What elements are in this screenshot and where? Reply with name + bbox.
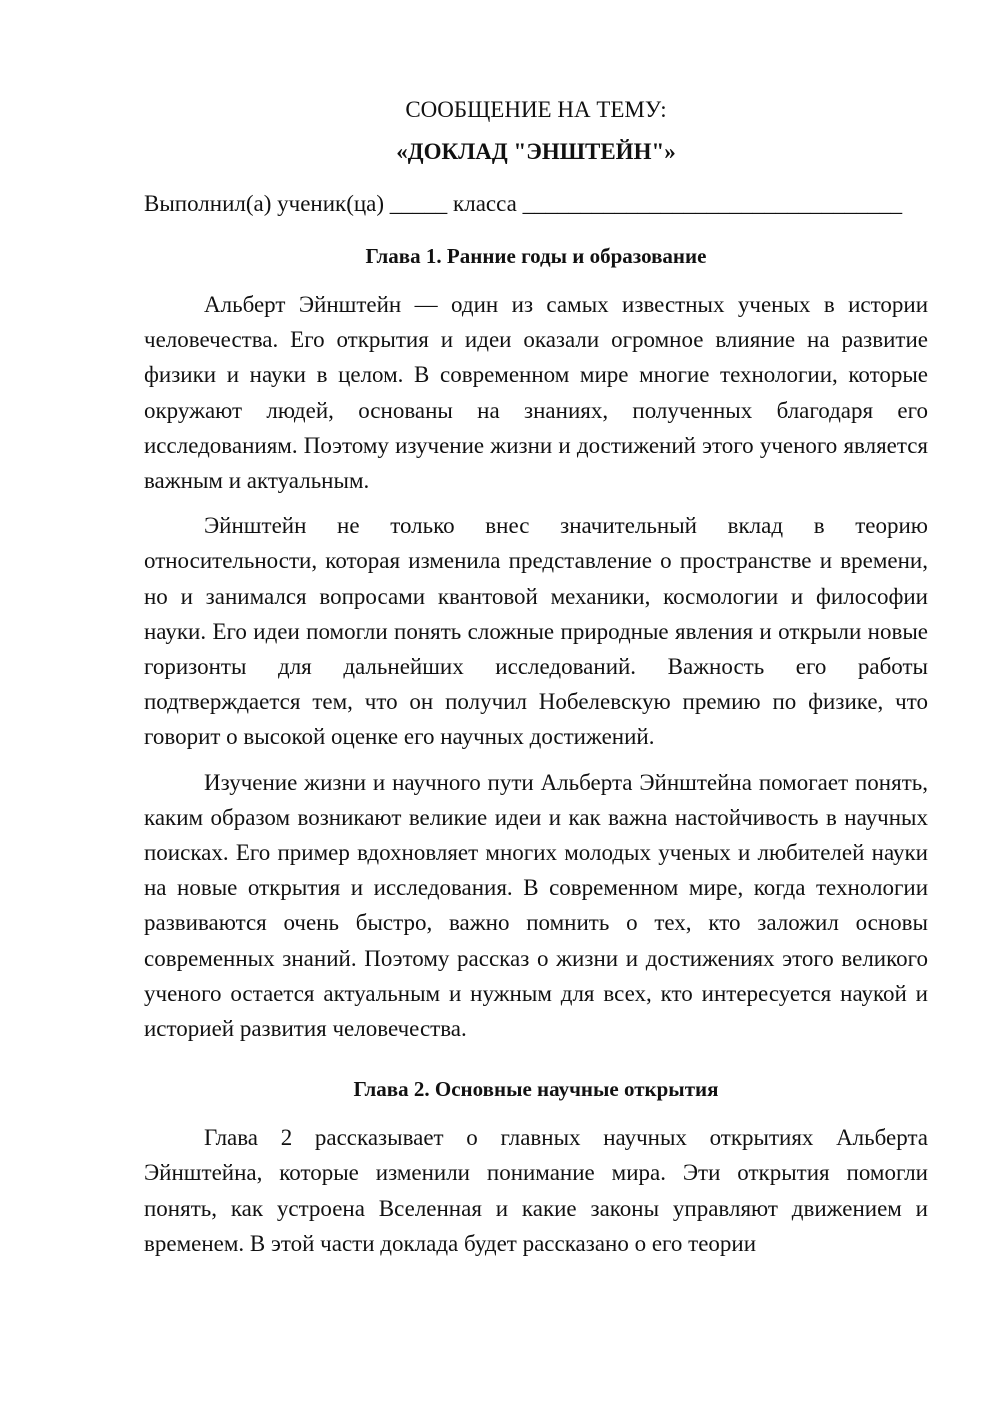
document-title: «ДОКЛАД "ЭНШТЕЙН"» (396, 139, 676, 164)
chapter-1-paragraph: Изучение жизни и научного пути Альберта Эйнштейна помогает понять, каким образом возникают великие идеи и как важна настойчивость в научных поисках. Его пример вдохновляет многих молодых ученых и любителей науки на новые открытия и исследования. В современном мире, когда технологии развиваются очень быстро, важно помнить о тех, кто заложил основы современных знаний. Поэтому рассказ о жизни и достижениях этого великого ученого остается актуальным и нужным для всех, кто интересуется наукой и историей развития человечества. (144, 769, 928, 1042)
chapter-1-title: Глава 1. Ранние годы и образование (365, 244, 707, 268)
document-header-line1: СООБЩЕНИЕ НА ТЕМУ: (405, 97, 667, 122)
document-body (144, 93, 928, 1261)
student-info-line: Выполнил(а) ученик(ца) _____ класса _________________________________ (144, 191, 903, 216)
chapter-1-paragraph: Альберт Эйнштейн — один из самых известных ученых в истории человечества. Его открытия и идеи оказали огромное влияние на развитие физики и науки в целом. В современном мире многие технологии, которые окружают людей, основаны на знаниях, полученных благодаря его исследованиям. Поэтому изучение жизни и достижений этого ученого является важным и актуальным. (144, 292, 928, 494)
chapter-2-title: Глава 2. Основные научные открытия (353, 1077, 719, 1102)
chapter-2-paragraph: Глава 2 рассказывает о главных научных открытиях Альберта Эйнштейна, которые изменили понимание мира. Эти открытия помогли понять, как устроена Вселенная и какие законы управляют движением и временем. В этой части доклада будет рассказано о его теории (144, 1125, 928, 1256)
chapter-1-paragraph: Эйнштейн не только внес значительный вклад в теорию относительности, которая изменила представление о пространстве и времени, но и занимался вопросами квантовой механики, космологии и философии науки. Его идеи помогли понять сложные природные явления и открыли новые горизонты для дальнейших исследований. Важность его работы подтверждается тем, что он получил Нобелевскую премию по физике, что говорит о высокой оценке его научных достижений. (144, 513, 928, 750)
